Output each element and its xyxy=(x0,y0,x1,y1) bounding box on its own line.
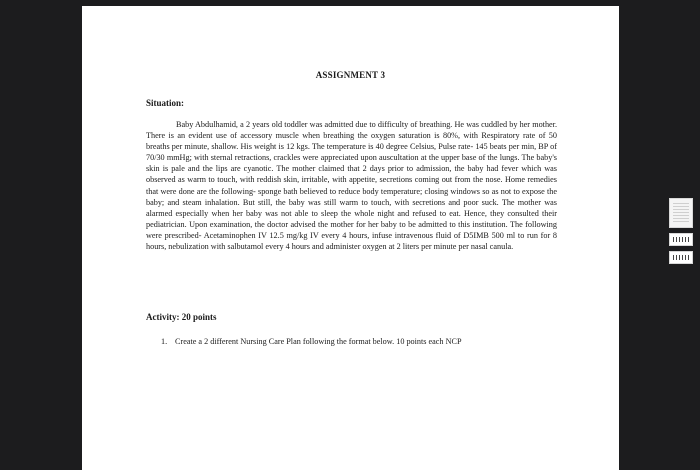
page-thumbnail-1[interactable] xyxy=(669,198,693,228)
thumbnail-table-icon xyxy=(673,237,689,242)
thumbnail-lines-icon xyxy=(673,203,689,223)
assignment-title: ASSIGNMENT 3 xyxy=(315,70,386,80)
page-thumbnail-strip xyxy=(669,198,693,269)
activity-heading: Activity: 20 points xyxy=(146,312,217,322)
situation-paragraph: Baby Abdulhamid, a 2 years old toddler was admitted due to difficulty of breathing. He was cuddled by her mother. There is an evident use of accessory muscle when breathing the oxygen saturation is 80%, with Respiratory rate of 50 breaths per minute, shallow. His weight is 12 kgs. The temperature is 40 degree Celsius, Pulse rate- 145 beats per min, BP of 70/30 mmHg; with sternal retractions, crackles were appreciated upon auscultation at the upper base of the lungs. The baby's skin is pale and the lips are cyanotic. The mother claimed that 2 days prior to admission, the baby had fever which was observed as warm to touch, with reddish skin, irritable, with appetite, secretions coming out from the nose. Home remedies that were done are the following- sponge bath believed to reduce body temperature; closing windows so as not to expose the baby; and steam inhalation. But still, the baby was still warm to touch, with secretions and poor suck. The mother was alarmed especially when her baby was not able to sleep the whole night and refused to eat. Hence, they consulted their pediatrician. Upon examination, the doctor advised the mother for her baby to be admitted to this institution. The following were prescribed- Acetaminophen IV 12.5 mg/kg IV every 4 hours, infuse intravenous fluid of D5IMB 500 ml to run for 8 hours, nebulization with salbutamol every 4 hours and administer oxygen at 2 liters per minute per nasal canula. xyxy=(146,120,557,252)
thumbnail-table-icon xyxy=(673,255,689,260)
activity-item-text: Create a 2 different Nursing Care Plan following the format below. 10 points each NCP xyxy=(175,337,462,346)
document-page xyxy=(82,6,619,470)
activity-list-item xyxy=(161,337,462,346)
situation-heading: Situation: xyxy=(146,98,185,108)
activity-item-number: 1. xyxy=(161,337,168,346)
page-thumbnail-3[interactable] xyxy=(669,251,693,264)
page-thumbnail-2[interactable] xyxy=(669,233,693,246)
